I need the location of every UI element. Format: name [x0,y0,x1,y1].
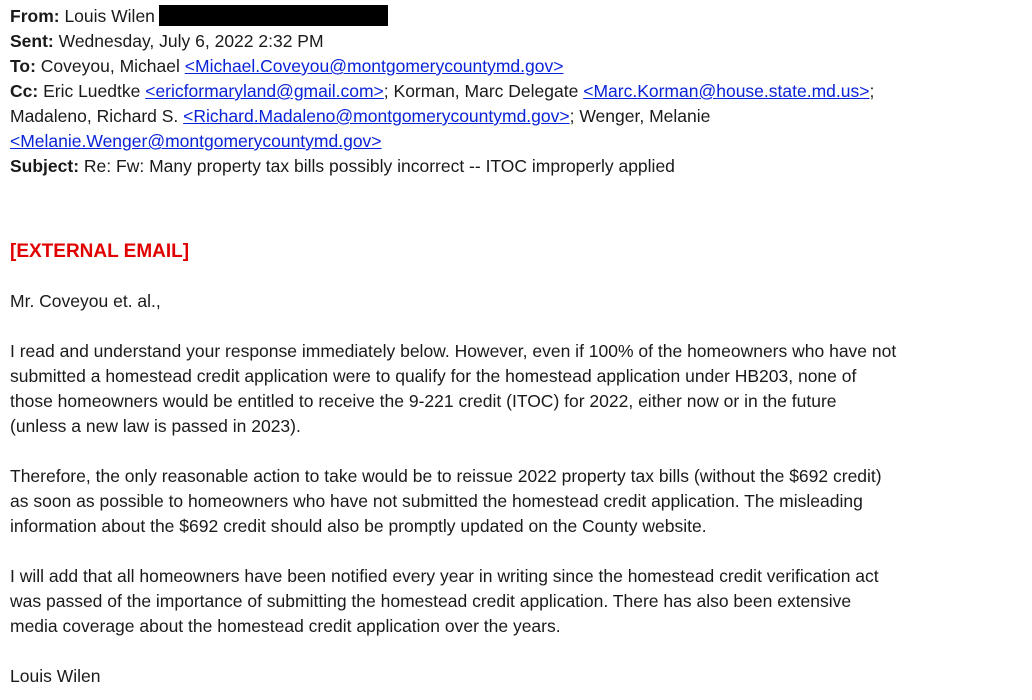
external-email-banner: [EXTERNAL EMAIL] [10,241,190,262]
cc-email-link[interactable]: <Marc.Korman@house.state.md.us> [583,81,870,101]
cc-name: Korman, Marc Delegate [393,81,579,101]
cc-row [10,79,1010,154]
cc-label: Cc: [10,81,39,101]
cc-name: Wenger, Melanie [579,106,711,126]
subject-row [10,154,1010,179]
cc-email-link[interactable]: <Richard.Madaleno@montgomerycountymd.gov> [183,106,570,126]
subject-value: Re: Fw: Many property tax bills possibly incorrect -- ITOC improperly applied [83,156,675,176]
email-message [10,4,1010,689]
sent-row [10,29,1010,54]
paragraph-line: Therefore, the only reasonable action to take would be to reissue 2022 property tax bills (without the $692 credit) [10,466,882,486]
cc-separator: ; [869,81,875,101]
to-label: To: [10,56,36,76]
redacted-email-block [159,5,388,26]
body-paragraph [10,464,1010,539]
paragraph-line: I read and understand your response immediately below. However, even if 100% of the homeowners who have not [10,341,897,361]
to-email-link[interactable]: <Michael.Coveyou@montgomerycountymd.gov> [184,56,564,76]
from-name: Louis Wilen [64,6,155,26]
to-row [10,54,1010,79]
cc-name: Eric Luedtke [43,81,141,101]
sent-label: Sent: [10,31,54,51]
cc-name: Madaleno, Richard S. [10,106,179,126]
paragraph-line: as soon as possible to homeowners who have not submitted the homestead credit application. The misleading [10,491,863,511]
signature: Louis Wilen [10,666,101,686]
body-paragraph [10,564,1010,639]
to-name: Coveyou, Michael [40,56,180,76]
body-paragraph [10,339,1010,439]
subject-label: Subject: [10,156,80,176]
paragraph-line: those homeowners would be entitled to receive the 9-221 credit (ITOC) for 2022, either now or in the future [10,391,837,411]
paragraph-line: I will add that all homeowners have been notified every year in writing since the homestead credit verification act [10,566,879,586]
paragraph-line: (unless a new law is passed in 2023). [10,416,301,436]
cc-email-link[interactable]: <ericformaryland@gmail.com> [145,81,384,101]
cc-separator: ; [383,81,389,101]
from-label: From: [10,6,60,26]
paragraph-line: submitted a homestead credit application were to qualify for the homestead application under HB203, none of [10,366,857,386]
paragraph-line: information about the $692 credit should also be promptly updated on the County website. [10,516,707,536]
paragraph-line: media coverage about the homestead credit application over the years. [10,616,561,636]
sent-value: Wednesday, July 6, 2022 2:32 PM [58,31,324,51]
cc-email-link[interactable]: <Melanie.Wenger@montgomerycountymd.gov> [10,131,382,151]
salutation: Mr. Coveyou et. al., [10,291,161,311]
cc-separator: ; [569,106,575,126]
paragraph-line: was passed of the importance of submitting the homestead credit application. There has also been extensive [10,591,852,611]
from-row [10,4,1010,29]
